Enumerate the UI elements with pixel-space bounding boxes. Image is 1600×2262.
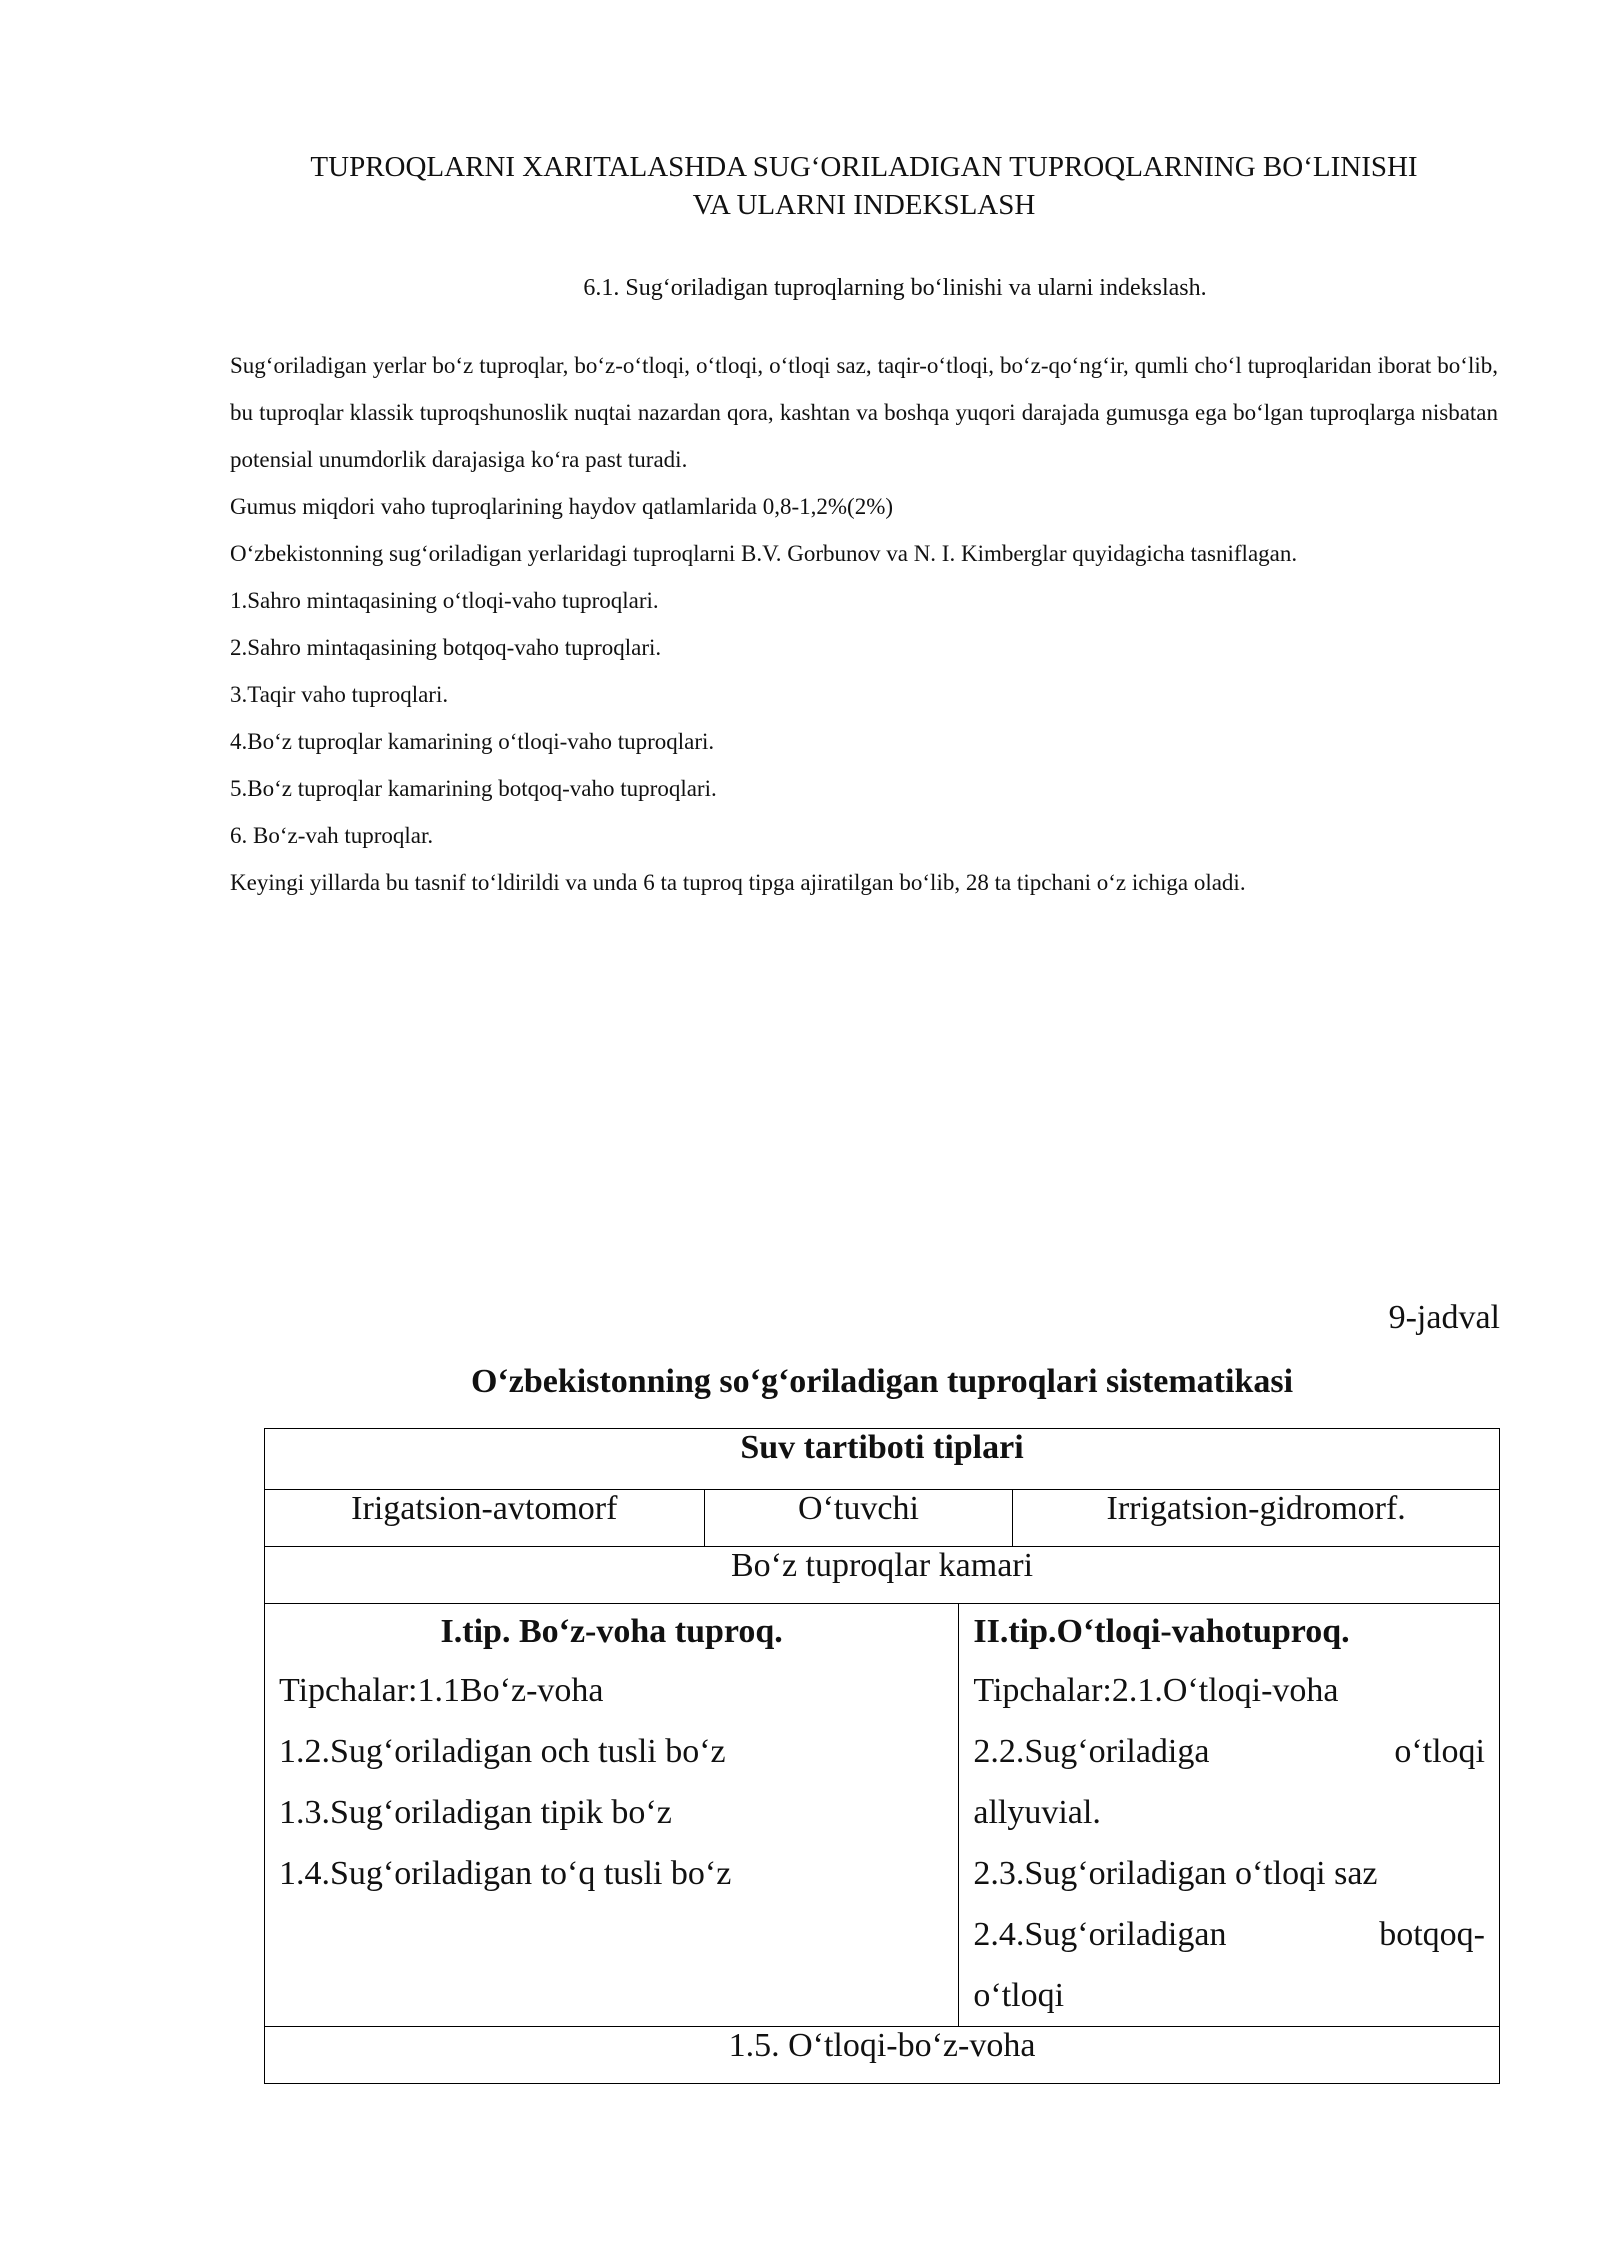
bottom-cell: 1.5. O‘tloqi-bo‘z-voha bbox=[265, 2027, 1500, 2084]
subtype-item: allyuvial. bbox=[973, 1794, 1101, 1831]
subtype-item: 1.4.Sug‘oriladigan to‘q tusli bo‘z bbox=[279, 1855, 732, 1892]
subtype-item: 1.3.Sug‘oriladigan tipik bo‘z bbox=[279, 1794, 672, 1831]
list-item: 1.Sahro mintaqasining o‘tloqi-vaho tuproqlari. bbox=[230, 588, 659, 613]
table-row bbox=[265, 1547, 1500, 1604]
table-row bbox=[265, 1490, 1500, 1547]
table-row bbox=[265, 1429, 1500, 1490]
subtype-item: o‘tloqi bbox=[973, 1977, 1065, 2014]
regime-cell-hydromorphic: Irrigatsion-gidromorf. bbox=[1013, 1490, 1500, 1547]
table-row bbox=[265, 1604, 1500, 2027]
page-title bbox=[228, 148, 1500, 224]
type1-cell bbox=[265, 1604, 959, 2027]
type2-title: II.tip.O‘tloqi-vahotuproq. bbox=[973, 1613, 1350, 1650]
table-header-cell: Suv tartiboti tiplari bbox=[265, 1429, 1500, 1490]
table-title: O‘zbekistonning so‘g‘oriladigan tuproqlari sistematikasi bbox=[470, 1363, 1294, 1400]
paragraph-classification: O‘zbekistonning sug‘oriladigan yerlaridagi tuproqlarni B.V. Gorbunov va N. I. Kimberglar quyidagicha tasniflagan. bbox=[230, 541, 1298, 566]
table-row bbox=[265, 2027, 1500, 2084]
subtype-item: 2.3.Sug‘oriladigan o‘tloqi saz bbox=[973, 1855, 1378, 1892]
subtype-item: 2.4.Sug‘oriladigan botqoq- bbox=[973, 1916, 1485, 1953]
page-title-line-1: TUPROQLARNI XARITALASHDA SUG‘ORILADIGAN TUPROQLARNING BO‘LINISHI bbox=[310, 151, 1418, 183]
body-text bbox=[230, 342, 1498, 906]
list-item: 6. Bo‘z-vah tuproqlar. bbox=[230, 823, 434, 848]
paragraph-humus: Gumus miqdori vaho tuproqlarining haydov qatlamlarida 0,8-1,2%(2%) bbox=[230, 494, 894, 519]
subtype-item: 1.2.Sug‘oriladigan och tusli bo‘z bbox=[279, 1733, 726, 1770]
list-item: 3.Taqir vaho tuproqlari. bbox=[230, 682, 449, 707]
subtype-item: Tipchalar:1.1Bo‘z-voha bbox=[279, 1672, 604, 1709]
type2-cell bbox=[959, 1604, 1500, 2027]
list-item: 4.Bo‘z tuproqlar kamarining o‘tloqi-vaho tuproqlari. bbox=[230, 729, 715, 754]
subtype-item: Tipchalar:2.1.O‘tloqi-voha bbox=[973, 1672, 1339, 1709]
table-number: 9-jadval bbox=[1388, 1299, 1500, 1336]
section-heading: 6.1. Sug‘oriladigan tuproqlarning bo‘linishi va ularni indekslash. bbox=[583, 275, 1207, 301]
subtype-item: 2.2.Sug‘oriladiga o‘tloqi bbox=[973, 1733, 1485, 1770]
paragraph-intro: Sug‘oriladigan yerlar bo‘z tuproqlar, bo‘z-o‘tloqi, o‘tloqi, o‘tloqi saz, taqir-o‘tloqi, bo‘z-qo‘ng‘ir, qumli cho‘l tuproqlaridan iborat bo‘lib, bu tuproqlar klassik tuproqshunoslik nuqtai nazardan qora, kashtan va boshqa yuqori darajada gumusga ega bo‘lgan tuproqlarga nisbatan potensial unumdorlik darajasiga ko‘ra past turadi. bbox=[230, 353, 1498, 472]
regime-cell-transitional: O‘tuvchi bbox=[704, 1490, 1013, 1547]
list-item: 5.Bo‘z tuproqlar kamarining botqoq-vaho tuproqlari. bbox=[230, 776, 717, 801]
page-title-line-2: VA ULARNI INDEKSLASH bbox=[692, 189, 1036, 221]
belt-cell: Bo‘z tuproqlar kamari bbox=[265, 1547, 1500, 1604]
list-item: 2.Sahro mintaqasining botqoq-vaho tuproqlari. bbox=[230, 635, 662, 660]
type1-title: I.tip. Bo‘z-voha tuproq. bbox=[440, 1613, 783, 1650]
regime-cell-autonomous: Irigatsion-avtomorf bbox=[265, 1490, 705, 1547]
systematics-table bbox=[264, 1428, 1500, 2084]
paragraph-conclusion: Keyingi yillarda bu tasnif to‘ldirildi va unda 6 ta tuproq tipga ajiratilgan bo‘lib, 28 ta tipchani o‘z ichiga oladi. bbox=[230, 870, 1246, 895]
